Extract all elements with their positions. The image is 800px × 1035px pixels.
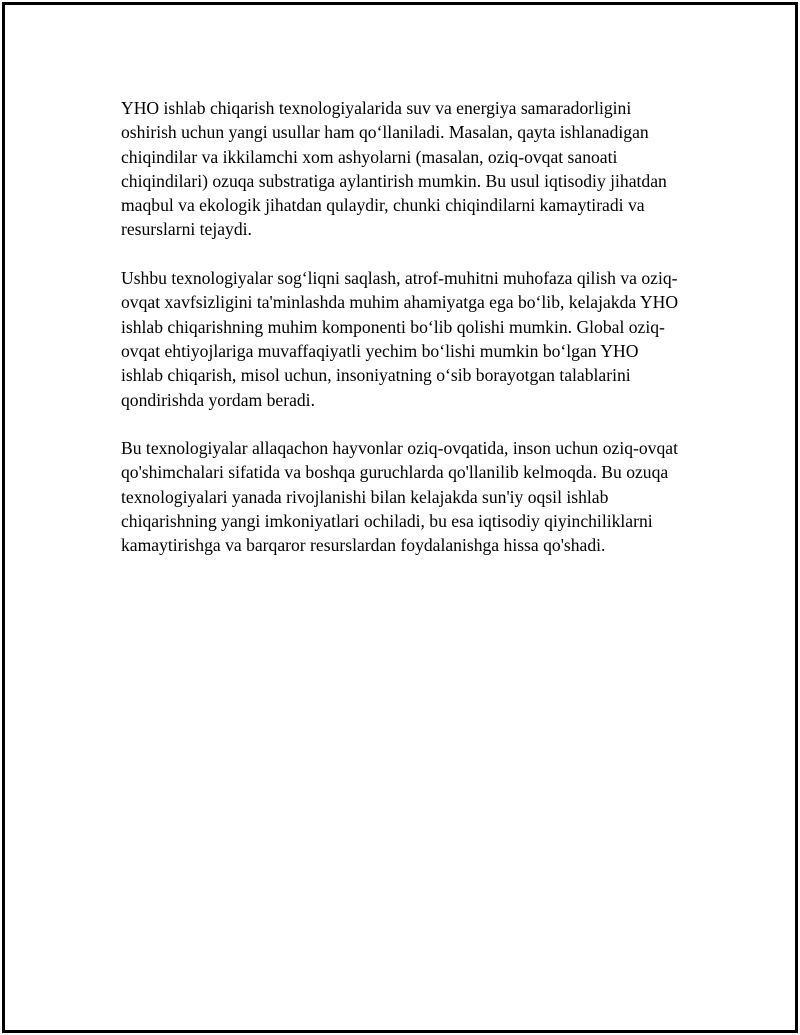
paragraph-1: YHO ishlab chiqarish texnologiyalarida suv va energiya samaradorligini oshirish uchun yangi usullar ham qo‘llaniladi. Masalan, qayta ishlanadigan chiqindilar va ikkilamchi xom ashyolarni (masalan, oziq-ovqat sanoati chiqindilari) ozuqa substratiga aylantirish mumkin. Bu usul iqtisodiy jihatdan maqbul va ekologik jihatdan qulaydir, chunki chiqindilarni kamaytiradi va resurslarni tejaydi. [121,98,667,240]
paragraph-3: Bu texnologiyalar allaqachon hayvonlar oziq-ovqatida, inson uchun oziq-ovqat qo'shimchalari sifatida va boshqa guruchlarda qo'llanilib kelmoqda. Bu ozuqa texnologiyalari yanada rivojlanishi bilan kelajakda sun'iy oqsil ishlab chiqarishning yangi imkoniyatlari ochiladi, bu esa iqtisodiy qiyinchiliklarni kamaytirishga va barqaror resurslardan foydalanishga hissa qo'shadi. [121,438,678,556]
page-frame [2,2,798,1033]
document-body [121,96,683,582]
paragraph-2: Ushbu texnologiyalar sog‘liqni saqlash, atrof-muhitni muhofaza qilish va oziq-ovqat xavfsizligini ta'minlashda muhim ahamiyatga ega bo‘lib, kelajakda YHO ishlab chiqarishning muhim komponenti bo‘lib qolishi mumkin. Global oziq-ovqat ehtiyojlariga muvaffaqiyatli yechim bo‘lishi mumkin bo‘lgan YHO ishlab chiqarish, misol uchun, insoniyatning o‘sib borayotgan talablarini qondirishda yordam beradi. [121,268,679,410]
